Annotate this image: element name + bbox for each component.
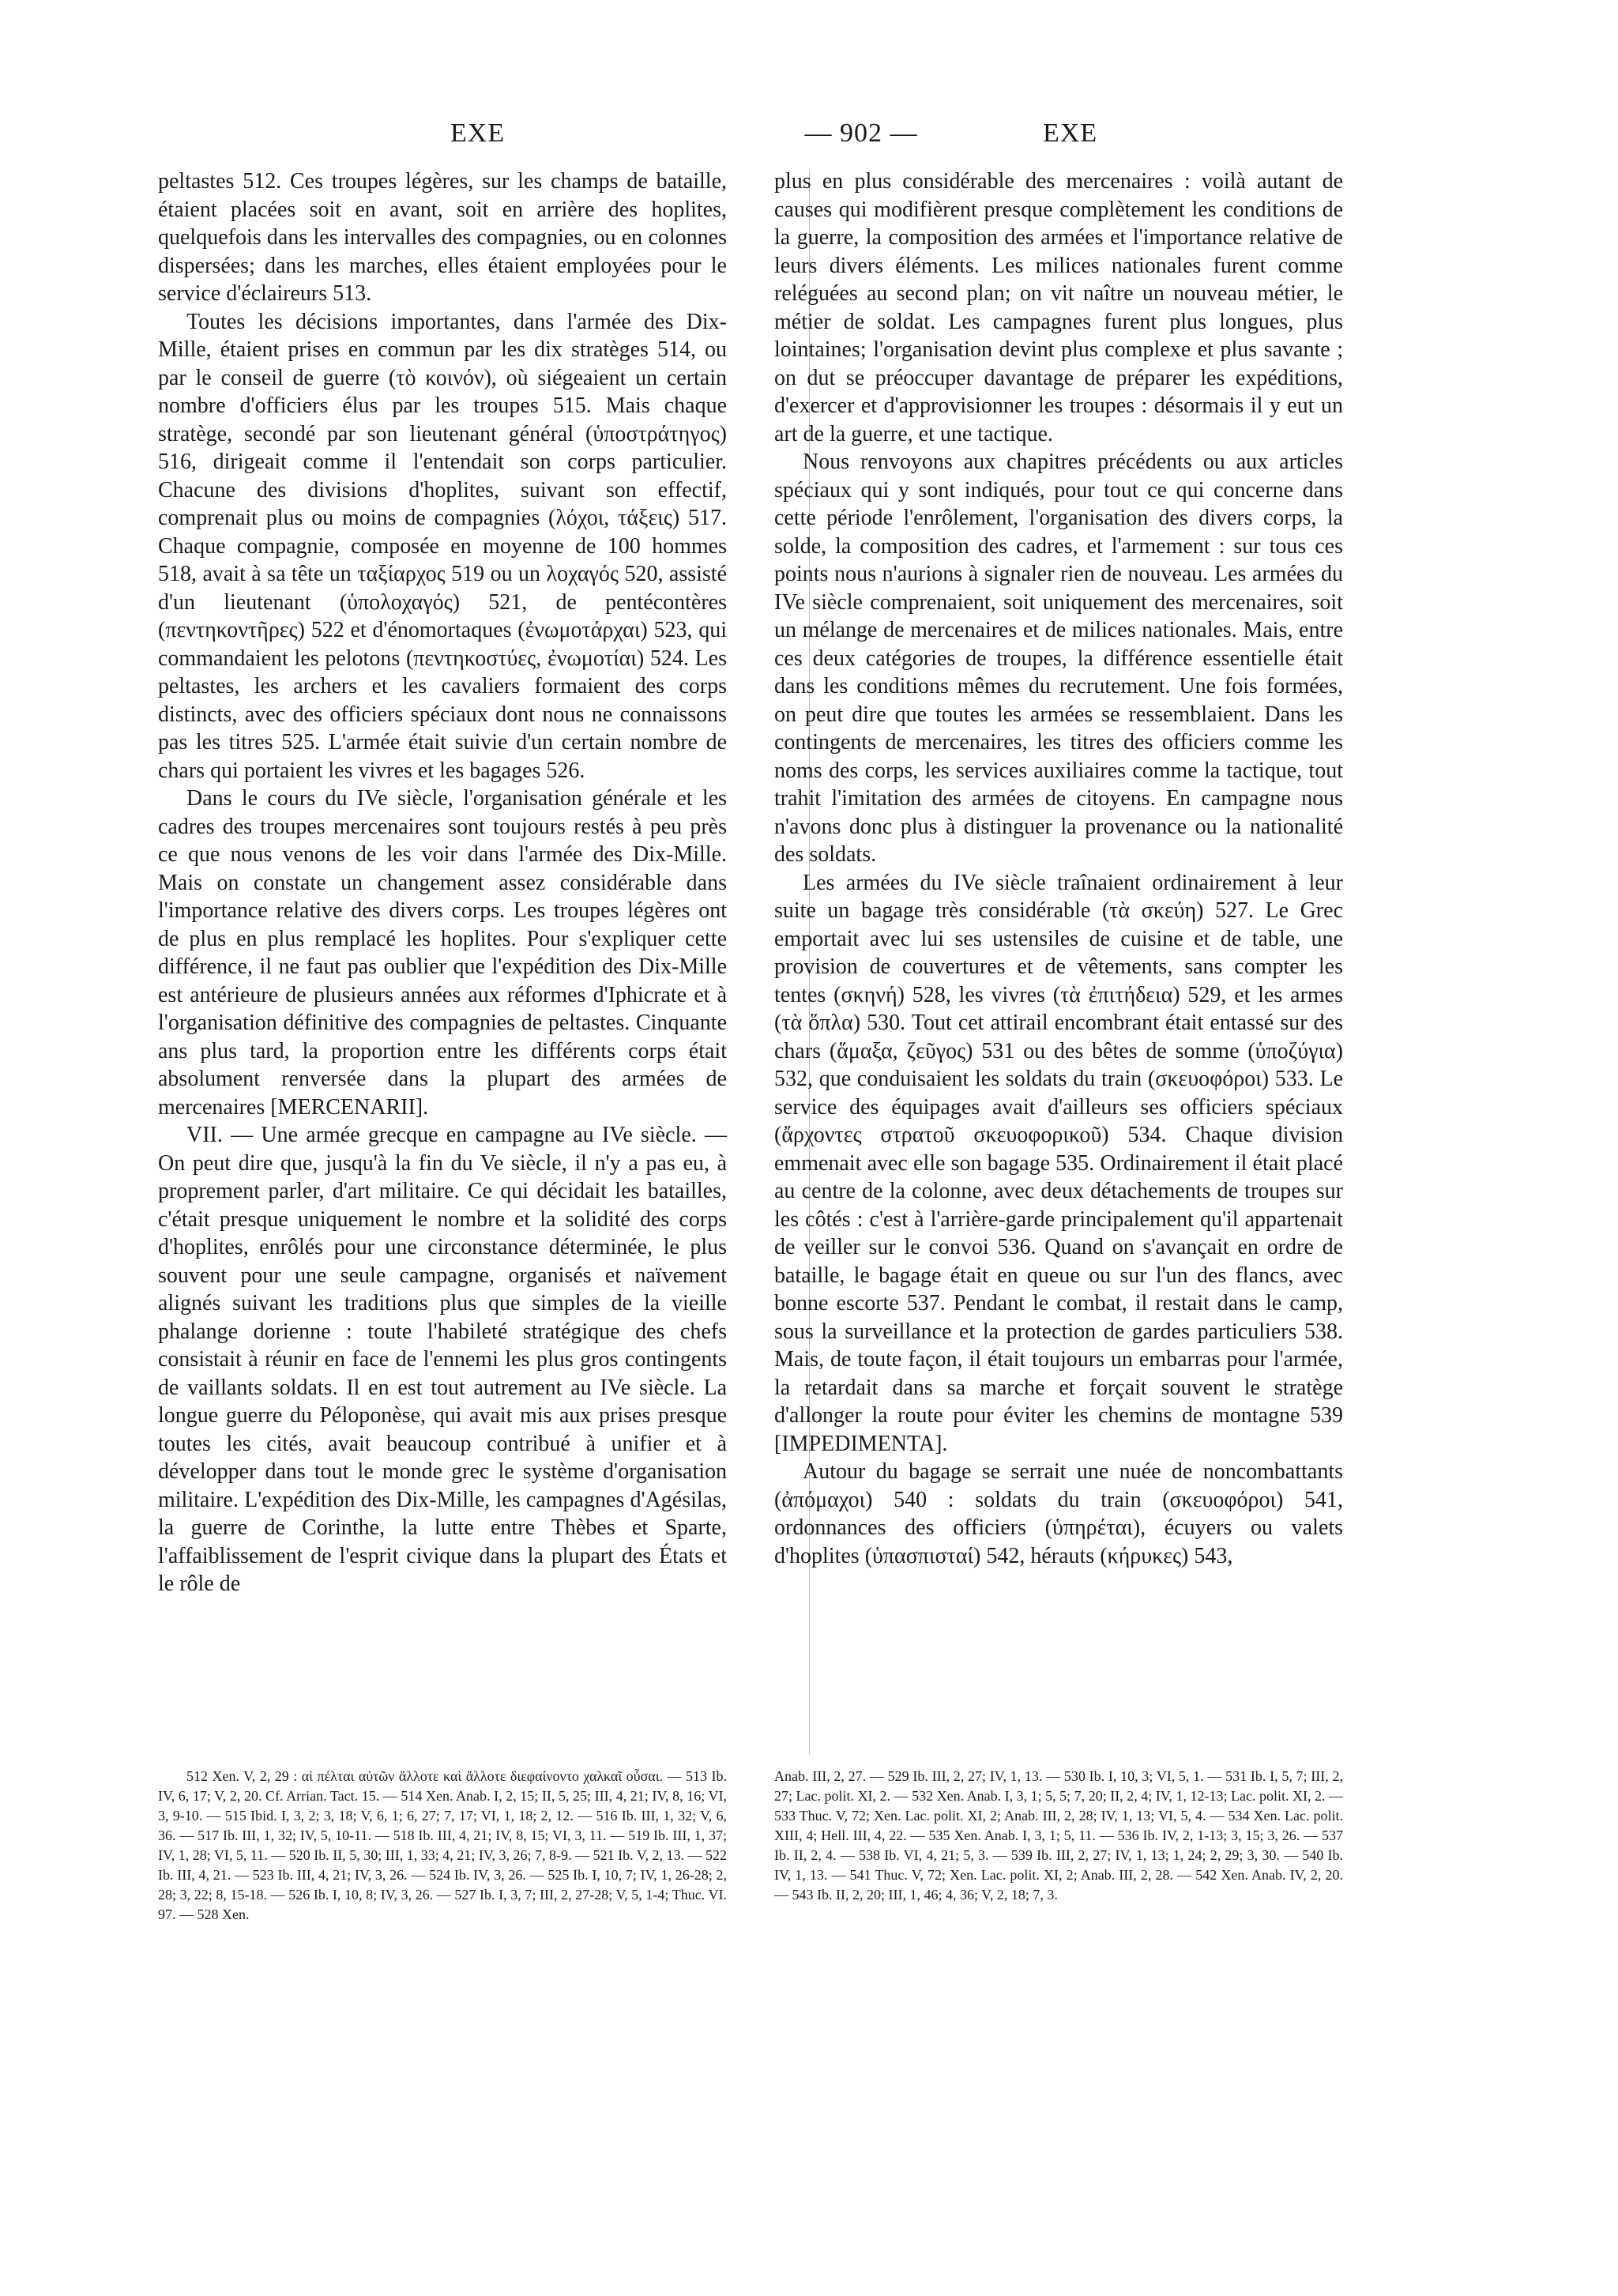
header-right-catchword: EXE — [1043, 119, 1098, 148]
right-column — [774, 167, 1343, 1570]
paragraph: Autour du bagage se serrait une nuée de noncombattants (ἀπόμαχοι) 540 : soldats du train (σκευοφόροι) 541, ordonnances des officiers (ὑπηρέται), écuyers ou valets d'hoplites (ὑπασπισταί) 542, hérauts (κήρυκες) 543, — [774, 1459, 1343, 1568]
footnote-block: Anab. III, 2, 27. — 529 Ib. III, 2, 27; IV, 1, 13. — 530 Ib. I, 10, 3; VI, 5, 1. — 531 Ib. I, 5, 7; III, 2, 27; Lac. polit. XI, 2. — 532 Xen. Anab. I, 3, 1; 5, 5; 7, 20; II, 2, 4; IV, 1, 12-13; Lac. polit. XI, 2. — 533 Thuc. V, 72; Xen. Lac. polit. XI, 2; Anab. III, 2, 28; IV, 1, 13; VI, 5, 4. — 534 Xen. Lac. polit. XIII, 4; Hell. III, 4, 22. — 535 Xen. Anab. I, 3, 1; 5, 11. — 536 Ib. IV, 2, 1-13; 3, 15; 3, 26. — 537 Ib. II, 2, 4. — 538 Ib. VI, 4, 21; 5, 3. — 539 Ib. III, 2, 27; IV, 1, 13; 1, 24; 2, 29; 3, 30. — 540 Ib. IV, 1, 13. — 541 Thuc. V, 72; Xen. Lac. polit. XI, 2; Anab. III, 2, 28. — 542 Xen. Anab. IV, 2, 20. — 543 Ib. II, 2, 20; III, 1, 46; 4, 36; V, 2, 18; 7, 3. — [774, 1768, 1343, 1903]
paragraph: Dans le cours du IVe siècle, l'organisation générale et les cadres des troupes mercenaires sont toujours restés à peu près ce que nous venons de les voir dans l'armée des Dix-Mille. Mais on constate un changement assez considérable dans l'importance relative des divers corps. Les troupes légères ont de plus en plus remplacé les hoplites. Pour s'expliquer cette différence, il ne faut pas oublier que l'expédition des Dix-Mille est antérieure de plusieurs années aux réformes d'Iphicrate et à l'organisation définitive des compagnies de peltastes. Cinquante ans plus tard, la proportion entre les différents corps était absolument renversée dans la plupart des armées de mercenaires [MERCENARII]. — [158, 786, 727, 1120]
paragraph: Les armées du IVe siècle traînaient ordinairement à leur suite un bagage très considérable (τὰ σκεύη) 527. Le Grec emportait avec lui ses ustensiles de cuisine et de table, une provision de couvertures et de vêtements, sans compter les tentes (σκηνή) 528, les vivres (τὰ ἐπιτήδεια) 529, et les armes (τὰ ὅπλα) 530. Tout cet attirail encombrant était entassé sur des chars (ἅμαξα, ζεῦγος) 531 ou des bêtes de somme (ὑποζύγια) 532, que conduisaient les soldats du train (σκευοφόροι) 533. Le service des équipages avait d'ailleurs ses officiers spéciaux (ἄρχοντες στρατοῦ σκευοφορικοῦ) 534. Chaque division emmenait avec elle son bagage 535. Ordinairement il était placé au centre de la colonne, avec deux détachements de troupes sur les côtés : c'est à l'arrière-garde principalement qu'il appartenait de veiller sur le convoi 536. Quand on s'avançait en ordre de bataille, le bagage était en queue ou sur l'un des flancs, avec bonne escorte 537. Pendant le combat, il restait dans le camp, sous la surveillance et la protection de gardes particuliers 538. Mais, de toute façon, il était toujours un embarras pour l'armée, la retardait dans sa marche et forçait souvent le stratège d'allonger la route pour éviter les chemins de montagne 539 [IMPEDIMENTA]. — [774, 870, 1343, 1456]
left-column — [158, 167, 727, 1598]
paragraph: Toutes les décisions importantes, dans l'armée des Dix-Mille, étaient prises en commun par les dix stratèges 514, ou par le conseil de guerre (τὸ κοινόν), où siégeaient un certain nombre d'officiers élus par les troupes 515. Mais chaque stratège, secondé par son lieutenant général (ὑποστράτηγος) 516, dirigeait comme il l'entendait son corps particulier. Chacune des divisions d'hoplites, suivant son effectif, comprenait plus ou moins de compagnies (λόχοι, τάξεις) 517. Chaque compagnie, composée en moyenne de 100 hommes 518, avait à sa tête un ταξίαρχος 519 ou un λοχαγός 520, assisté d'un lieutenant (ὑπολοχαγός) 521, de pentécontères (πεντηκοντῆρες) 522 et d'énomortaques (ἐνωμοτάρχαι) 523, qui commandaient les pelotons (πεντηκοστύες, ἐνωμοτίαι) 524. Les peltastes, les archers et les cavaliers formaient des corps distincts, avec des officiers spéciaux dont nous ne connaissons pas les titres 525. L'armée était suivie d'un certain nombre de chars qui portaient les vivres et les bagages 526. — [158, 309, 727, 783]
paragraph: plus en plus considérable des mercenaires : voilà autant de causes qui modifièrent presque complètement les conditions de la guerre, la composition des armées et l'importance relative de leurs divers éléments. Les milices nationales furent comme reléguées au second plan; on vit naître un nouveau métier, le métier de soldat. Les campagnes furent plus longues, plus lointaines; l'organisation devint plus complexe et plus savante ; on dut se préoccuper davantage de préparer les expéditions, d'exercer et d'approvisionner les troupes : désormais il y eut un art de la guerre, et une tactique. — [774, 169, 1343, 446]
page-number: — 902 — — [804, 119, 918, 148]
section-paragraph: VII. — Une armée grecque en campagne au IVe siècle. — On peut dire que, jusqu'à la fin du Ve siècle, il n'y a pas eu, à proprement parler, d'art militaire. Ce qui décidait les batailles, c'était presque uniquement le nombre et la solidité des corps d'hoplites, enrôlés pour une circonstance déterminée, le plus souvent pour une seule campagne, organisés et naïvement alignés suivant les traditions plus que simples de la vieille phalange dorienne : toute l'habileté stratégique des chefs consistait à réunir en face de l'ennemi les plus gros contingents de vaillants soldats. Il en est tout autrement au IVe siècle. La longue guerre du Péloponèse, qui avait mis aux prises presque toutes les cités, avait beaucoup contribué à unifier et à développer dans tout le monde grec le système d'organisation militaire. L'expédition des Dix-Mille, les campagnes d'Agésilas, la guerre de Corinthe, la lutte entre Thèbes et Sparte, l'affaiblissement de l'esprit civique dans la plupart des États et le rôle de — [158, 1123, 727, 1596]
footnotes-right — [774, 1767, 1343, 1905]
paragraph: peltastes 512. Ces troupes légères, sur les champs de bataille, étaient placées soit en avant, soit en arrière des hoplites, quelquefois dans les intervalles des compagnies, ou en colonnes dispersées; dans les marches, elles étaient employées pour le service d'éclaireurs 513. — [158, 169, 727, 306]
footnotes-left — [158, 1767, 727, 1925]
footnote-block: 512 Xen. V, 2, 29 : αἱ πέλται αὐτῶν ἄλλοτε καὶ ἄλλοτε διεφαίνοντο χαλκαῖ οὖσαι. — 513 Ib. IV, 6, 17; V, 2, 20. Cf. Arrian. Tact. 15. — 514 Xen. Anab. I, 2, 15; II, 5, 25; III, 4, 21; IV, 8, 16; VI, 3, 9-10. — 515 Ibid. I, 3, 2; 3, 18; V, 6, 1; 6, 27; 7, 17; VI, 1, 18; 2, 12. — 516 Ib. III, 1, 32; V, 6, 36. — 517 Ib. III, 1, 32; IV, 5, 10-11. — 518 Ib. III, 4, 21; IV, 8, 15; VI, 3, 11. — 519 Ib. III, 1, 37; IV, 1, 28; VI, 5, 11. — 520 Ib. II, 5, 30; III, 1, 33; 4, 21; IV, 3, 26; 7, 8-9. — 521 Ib. V, 2, 13. — 522 Ib. III, 4, 21. — 523 Ib. III, 4, 21; IV, 3, 26. — 524 Ib. IV, 3, 26. — 525 Ib. I, 10, 7; IV, 1, 26-28; 2, 28; 3, 22; 8, 15-18. — 526 Ib. I, 10, 8; IV, 3, 26. — 527 Ib. I, 3, 7; III, 2, 27-28; V, 5, 1-4; Thuc. VI. 97. — 528 Xen. — [158, 1768, 727, 1922]
header-left-catchword: EXE — [450, 119, 506, 148]
running-header — [158, 119, 1564, 158]
paragraph: Nous renvoyons aux chapitres précédents ou aux articles spéciaux qui y sont indiqués, pour tout ce qui concerne dans cette période l'enrôlement, l'organisation des divers corps, la solde, la composition des cadres, et l'armement : sur tous ces points nous n'aurions à signaler rien de nouveau. Les armées du IVe siècle comprenaient, soit uniquement des mercenaires, soit un mélange de mercenaires et de milices nationales. Mais, entre ces deux catégories de troupes, la différence essentielle était dans les conditions mêmes du recrutement. Une fois formées, on peut dire que toutes les armées se ressemblaient. Dans les contingents de mercenaires, les titres des officiers comme les noms des corps, les services auxiliaires comme la tactique, tout trahit l'imitation des armées de citoyens. En campagne nous n'avons donc plus à distinguer la provenance ou la nationalité des soldats. — [774, 450, 1343, 867]
